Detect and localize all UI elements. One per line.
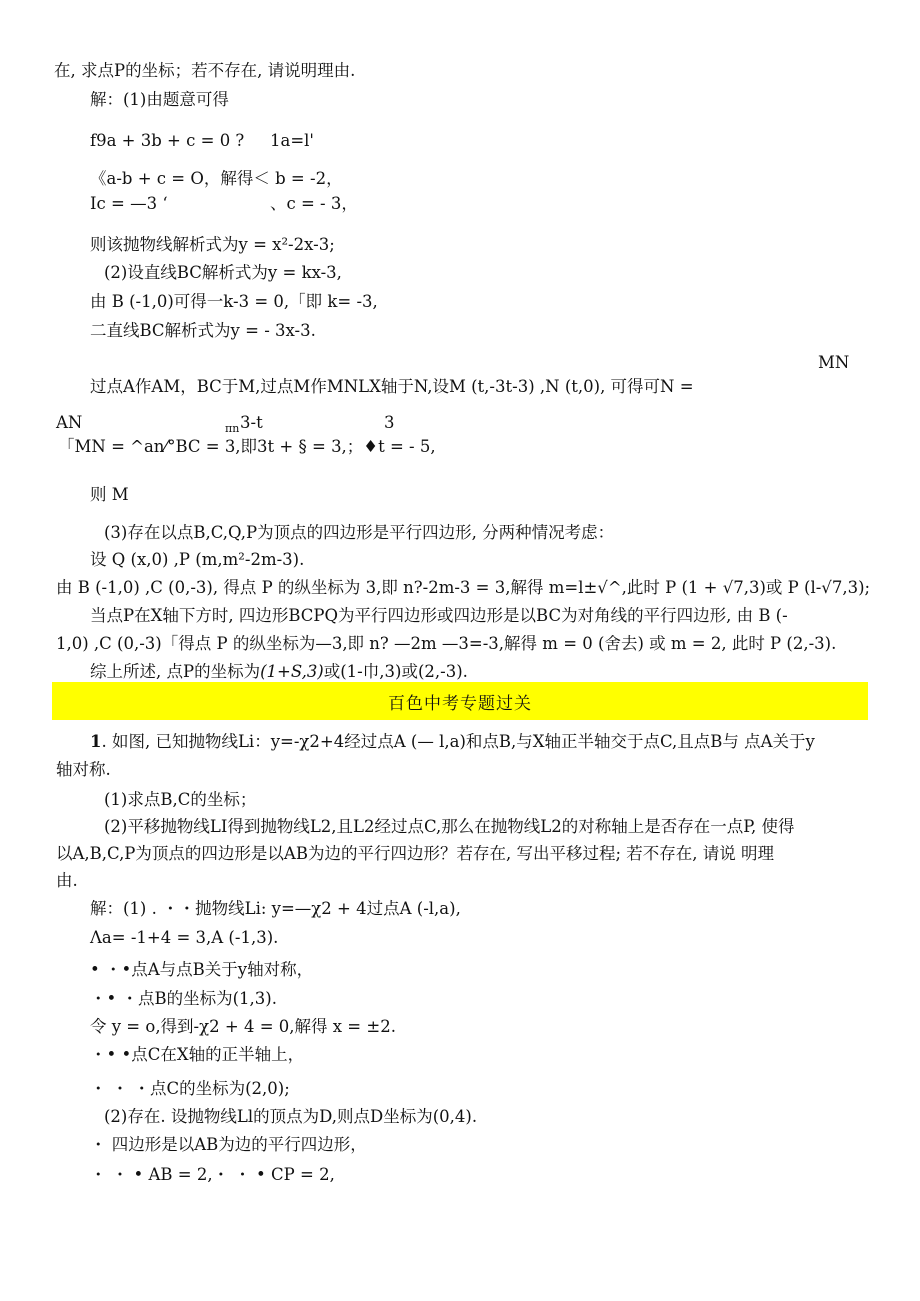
text-line: (3)存在以点B,C,Q,P为顶点的四边形是平行四边形, 分两种情况考虑：: [104, 523, 615, 542]
text-span: . 如图, 已知抛物线Li：y=-χ2+4经过点A (— l,a)和点B,与X轴正半轴交于点C,且点B与 点A关于y: [101, 732, 815, 751]
text-line: 、c = - 3，: [270, 194, 358, 213]
text-line: 二直线BC解析式为y = - 3x-3.: [90, 321, 316, 340]
text-span: 综上所述, 点P的坐标为: [90, 662, 261, 681]
text-line: 3-t: [240, 413, 263, 432]
text-line: (2)设直线BC解析式为y = kx-3,: [104, 263, 342, 282]
text-span-italic: (1+S,3): [260, 662, 324, 681]
text-line: [90, 731, 815, 753]
text-line: 则 M: [90, 485, 129, 504]
text-line: 当点P在X轴下方时, 四边形BCPQ为平行四边形或四边形是以BC为对角线的平行四边形, 由 B (-: [90, 606, 788, 625]
question-number: 1: [90, 732, 102, 751]
text-line: ・ 四边形是以AB为边的平行四边形，: [90, 1135, 367, 1154]
text-line: 则该抛物线解析式为y = x²-2x-3;: [90, 235, 335, 254]
text-line: 3: [384, 413, 395, 432]
text-line: Λa= -1+4 = 3,A (-1,3).: [90, 928, 279, 947]
text-line: ・ ・ ・点C的坐标为(2,0);: [90, 1079, 290, 1098]
text-line: ・• ・点B的坐标为(1,3).: [90, 989, 277, 1008]
text-line: 解：(1)由题意可得: [90, 90, 229, 109]
text-line: Ic = —3 ‘: [90, 194, 168, 213]
text-line: 由 B (-1,0) ,C (0,-3), 得点 P 的纵坐标为 3,即 n?-2m-3 = 3,解得 m=l±√^,此时 P (1 + √7,3)或 P (l-√7,3);: [56, 578, 871, 597]
text-line: 1a=l': [270, 131, 314, 150]
text-line: 「MN = ^an⁄°BC = 3,即3t + § = 3,；♦t = - 5,: [58, 437, 436, 456]
text-line: 令 y = o,得到-χ2 + 4 = 0,解得 x = ±2.: [90, 1017, 396, 1036]
text-line: MN: [818, 353, 850, 372]
text-line: 轴对称.: [56, 760, 111, 779]
text-line: (1)求点B,C的坐标；: [104, 790, 257, 809]
text-line: [90, 661, 468, 683]
text-line: • ・•点A与点B关于y轴对称，: [90, 960, 314, 979]
text-line: 1,0) ,C (0,-3)「得点 P 的纵坐标为—3,即 n? —2m —3=-3,解得 m = 0 (舍去) 或 m = 2, 此时 P (2,-3).: [56, 634, 837, 653]
text-line: πn: [225, 422, 240, 435]
text-line: 由 B (-1,0)可得一k-3 = 0,「即 k= -3,: [90, 292, 378, 311]
text-line: 在, 求点P的坐标；若不存在, 请说明理由.: [54, 61, 356, 80]
text-line: 过点A作AM，BC于M,过点M作MNLX轴于N,设M (t,-3t-3) ,N (t,0), 可得可N =: [90, 377, 694, 396]
text-line: 以A,B,C,P为顶点的四边形是以AB为边的平行四边形？若存在, 写出平移过程; 若不存在, 请说 明理: [56, 844, 774, 863]
text-line: 由.: [56, 871, 78, 890]
text-line: 设 Q (x,0) ,P (m,m²-2m-3).: [90, 550, 305, 569]
text-line: (2)存在. 设抛物线Ll的顶点为D,则点D坐标为(0,4).: [104, 1107, 478, 1126]
text-span: 或(1-巾,3)或(2,-3).: [323, 662, 468, 681]
text-line: AN: [56, 413, 83, 432]
text-line: ・• •点C在X轴的正半轴上，: [90, 1045, 305, 1064]
text-line: 《a-b + c = O，解得＜ b = -2，: [90, 169, 343, 188]
text-line: 解：(1) . ・・抛物线Li: y=—χ2 + 4过点A (-l,a),: [90, 899, 461, 918]
section-banner-title: 百色中考专题过关: [388, 693, 532, 714]
section-banner: [52, 682, 868, 720]
text-line: (2)平移抛物线LI得到抛物线L2,且L2经过点C,那么在抛物线L2的对称轴上是否存在一点P, 使得: [104, 817, 795, 836]
text-line: f9a + 3b + c = 0 ?: [90, 131, 245, 150]
text-line: ・ ・ • AB = 2,・ ・ • CP = 2,: [90, 1165, 335, 1184]
